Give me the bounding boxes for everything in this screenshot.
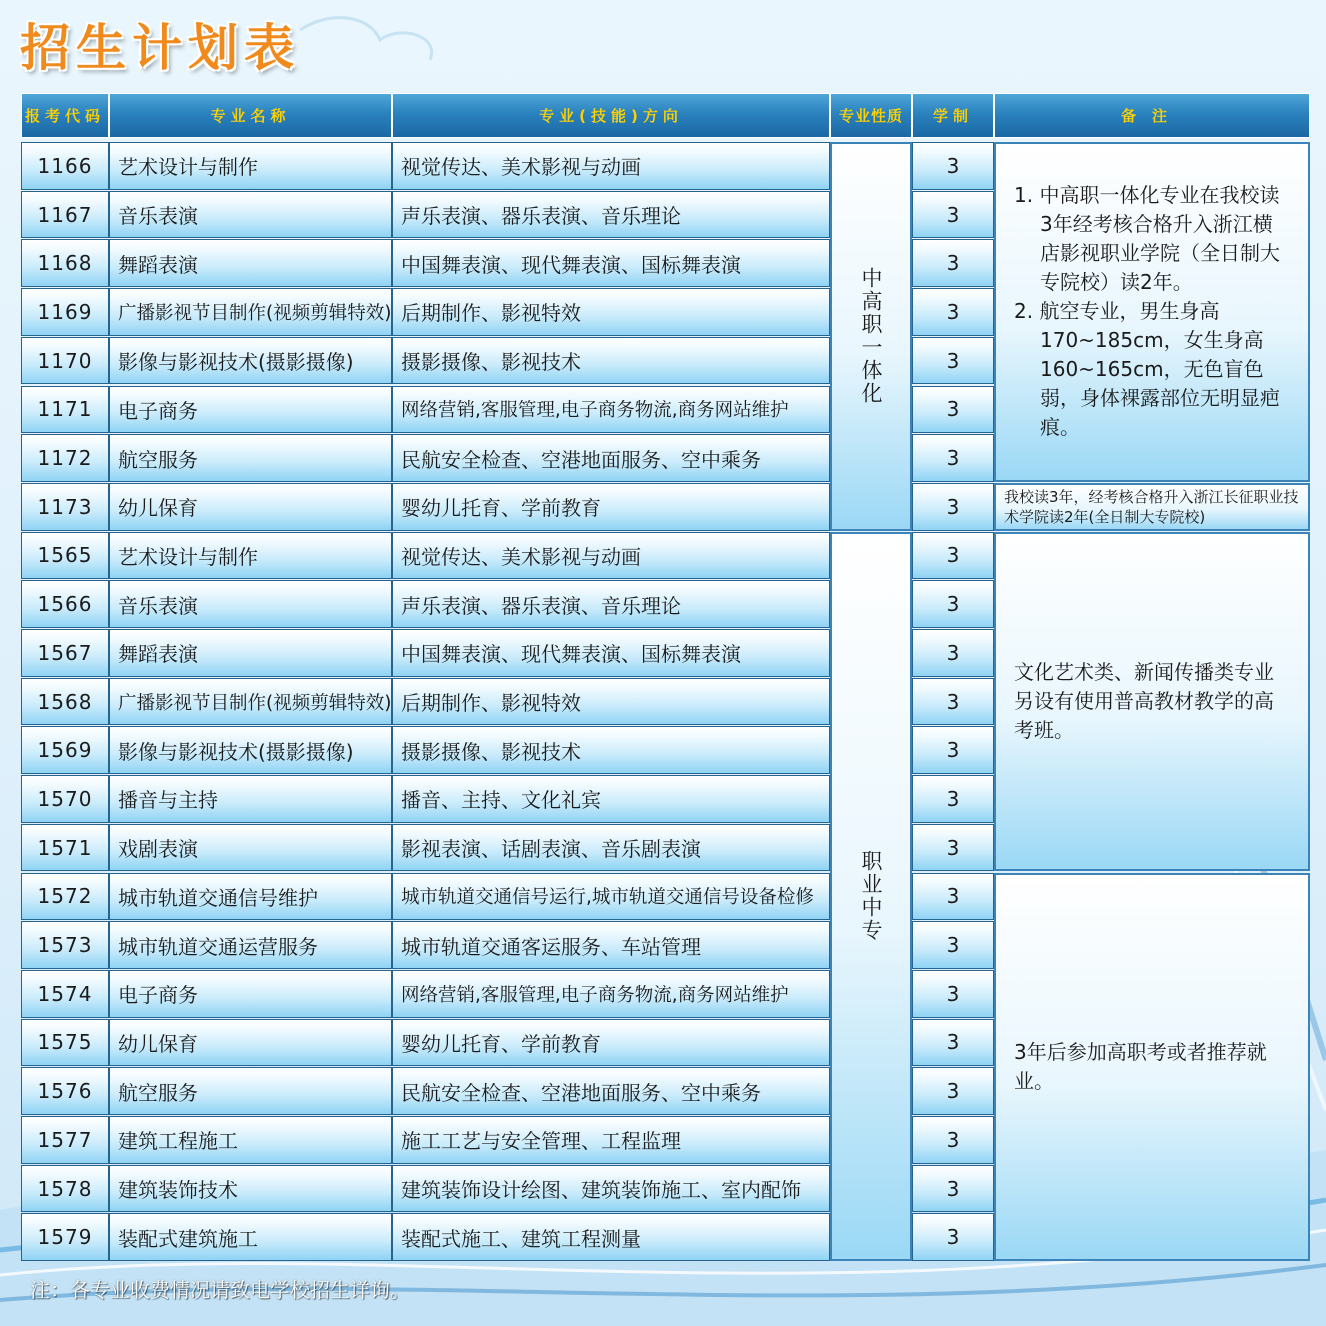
cell-code: 1168 bbox=[21, 239, 109, 287]
notes-cell bbox=[994, 532, 1310, 872]
cell-years: 3 bbox=[912, 629, 994, 677]
cell-name: 装配式建筑施工 bbox=[109, 1213, 392, 1261]
cell-name: 影像与影视技术(摄影摄像) bbox=[109, 337, 392, 385]
header-name: 专业名称 bbox=[109, 93, 392, 138]
cell-code: 1576 bbox=[21, 1067, 109, 1115]
notes-cell bbox=[994, 873, 1310, 1262]
cell-code: 1172 bbox=[21, 434, 109, 482]
cell-direction: 网络营销,客服管理,电子商务物流,商务网站维护 bbox=[392, 386, 830, 434]
program-type-label: 职业中专 bbox=[859, 850, 883, 943]
cell-years: 3 bbox=[912, 142, 994, 190]
cell-direction: 后期制作、影视特效 bbox=[392, 288, 830, 336]
program-type-cell bbox=[830, 142, 912, 531]
cell-name: 艺术设计与制作 bbox=[109, 142, 392, 190]
cell-years: 3 bbox=[912, 532, 994, 580]
cell-direction: 装配式施工、建筑工程测量 bbox=[392, 1213, 830, 1261]
cell-years: 3 bbox=[912, 1019, 994, 1067]
note-item: 2. 航空专业，男生身高170~185cm，女生身高160~165cm，无色盲色弱，身体裸露部位无明显疤痕。 bbox=[1014, 299, 1280, 440]
header-direction: 专业(技能)方向 bbox=[392, 93, 830, 138]
notes-cell bbox=[994, 142, 1310, 482]
cell-direction: 影视表演、话剧表演、音乐剧表演 bbox=[392, 824, 830, 872]
header-code: 报考代码 bbox=[21, 93, 109, 138]
cell-years: 3 bbox=[912, 386, 994, 434]
footnote: 注：各专业收费情况请致电学校招生详询。 bbox=[30, 1278, 410, 1302]
cell-years: 3 bbox=[912, 1165, 994, 1213]
cell-years: 3 bbox=[912, 337, 994, 385]
note-text: 文化艺术类、新闻传播类专业另设有使用普高教材教学的高考班。 bbox=[1014, 660, 1274, 743]
cell-years: 3 bbox=[912, 434, 994, 482]
header-notes: 备注 bbox=[994, 93, 1310, 138]
cell-years: 3 bbox=[912, 921, 994, 969]
program-type-label: 中高职一体化 bbox=[859, 267, 883, 406]
cell-direction: 网络营销,客服管理,电子商务物流,商务网站维护 bbox=[392, 970, 830, 1018]
cell-name: 播音与主持 bbox=[109, 775, 392, 823]
cell-direction: 播音、主持、文化礼宾 bbox=[392, 775, 830, 823]
cell-direction: 视觉传达、美术影视与动画 bbox=[392, 142, 830, 190]
cell-direction: 城市轨道交通客运服务、车站管理 bbox=[392, 921, 830, 969]
cell-name: 电子商务 bbox=[109, 970, 392, 1018]
program-type-cell bbox=[830, 532, 912, 1262]
note-text: 3年后参加高职考或者推荐就业。 bbox=[1014, 1039, 1267, 1093]
cell-code: 1578 bbox=[21, 1165, 109, 1213]
cell-direction: 视觉传达、美术影视与动画 bbox=[392, 532, 830, 580]
cell-years: 3 bbox=[912, 580, 994, 628]
cell-years: 3 bbox=[912, 1067, 994, 1115]
cell-name: 航空服务 bbox=[109, 434, 392, 482]
cell-direction: 摄影摄像、影视技术 bbox=[392, 726, 830, 774]
cell-direction: 摄影摄像、影视技术 bbox=[392, 337, 830, 385]
cell-name: 音乐表演 bbox=[109, 580, 392, 628]
cell-years: 3 bbox=[912, 824, 994, 872]
cell-code: 1169 bbox=[21, 288, 109, 336]
cell-years: 3 bbox=[912, 239, 994, 287]
cell-years: 3 bbox=[912, 288, 994, 336]
cell-direction: 民航安全检查、空港地面服务、空中乘务 bbox=[392, 1067, 830, 1115]
cell-code: 1173 bbox=[21, 483, 109, 531]
cell-name: 广播影视节目制作(视频剪辑特效) bbox=[109, 678, 392, 726]
note-item: 1. 中高职一体化专业在我校读3年经考核合格升入浙江横店影视职业学院（全日制大专院校）读2年。 bbox=[1014, 183, 1280, 295]
cell-code: 1575 bbox=[21, 1019, 109, 1067]
cell-direction: 后期制作、影视特效 bbox=[392, 678, 830, 726]
cell-direction: 城市轨道交通信号运行,城市轨道交通信号设备检修 bbox=[392, 873, 830, 921]
cell-name: 电子商务 bbox=[109, 386, 392, 434]
cell-years: 3 bbox=[912, 1116, 994, 1164]
note-text: 我校读3年，经考核合格升入浙江长征职业技术学院读2年(全日制大专院校) bbox=[1004, 487, 1299, 526]
cell-direction: 建筑装饰设计绘图、建筑装饰施工、室内配饰 bbox=[392, 1165, 830, 1213]
cell-name: 广播影视节目制作(视频剪辑特效) bbox=[109, 288, 392, 336]
cell-code: 1573 bbox=[21, 921, 109, 969]
cell-code: 1565 bbox=[21, 532, 109, 580]
cell-code: 1171 bbox=[21, 386, 109, 434]
cell-code: 1567 bbox=[21, 629, 109, 677]
cell-years: 3 bbox=[912, 678, 994, 726]
cell-code: 1568 bbox=[21, 678, 109, 726]
cell-years: 3 bbox=[912, 775, 994, 823]
header-type: 专业性质 bbox=[830, 93, 912, 138]
cell-direction: 婴幼儿托育、学前教育 bbox=[392, 483, 830, 531]
cell-code: 1572 bbox=[21, 873, 109, 921]
cell-name: 航空服务 bbox=[109, 1067, 392, 1115]
cell-direction: 民航安全检查、空港地面服务、空中乘务 bbox=[392, 434, 830, 482]
cell-name: 幼儿保育 bbox=[109, 483, 392, 531]
cell-direction: 中国舞表演、现代舞表演、国标舞表演 bbox=[392, 629, 830, 677]
cell-code: 1570 bbox=[21, 775, 109, 823]
cell-years: 3 bbox=[912, 191, 994, 239]
cell-name: 建筑装饰技术 bbox=[109, 1165, 392, 1213]
cell-years: 3 bbox=[912, 873, 994, 921]
cell-direction: 施工工艺与安全管理、工程监理 bbox=[392, 1116, 830, 1164]
cell-code: 1577 bbox=[21, 1116, 109, 1164]
cell-name: 戏剧表演 bbox=[109, 824, 392, 872]
cell-code: 1167 bbox=[21, 191, 109, 239]
cell-code: 1571 bbox=[21, 824, 109, 872]
header-years: 学制 bbox=[912, 93, 994, 138]
cell-years: 3 bbox=[912, 726, 994, 774]
cell-years: 3 bbox=[912, 1213, 994, 1261]
cell-name: 城市轨道交通信号维护 bbox=[109, 873, 392, 921]
cell-name: 舞蹈表演 bbox=[109, 629, 392, 677]
cell-name: 艺术设计与制作 bbox=[109, 532, 392, 580]
cell-name: 音乐表演 bbox=[109, 191, 392, 239]
cell-code: 1170 bbox=[21, 337, 109, 385]
cell-name: 舞蹈表演 bbox=[109, 239, 392, 287]
cell-code: 1566 bbox=[21, 580, 109, 628]
cell-code: 1574 bbox=[21, 970, 109, 1018]
cell-name: 影像与影视技术(摄影摄像) bbox=[109, 726, 392, 774]
cell-years: 3 bbox=[912, 970, 994, 1018]
cell-direction: 中国舞表演、现代舞表演、国标舞表演 bbox=[392, 239, 830, 287]
cell-code: 1569 bbox=[21, 726, 109, 774]
cell-code: 1166 bbox=[21, 142, 109, 190]
notes-list bbox=[1014, 181, 1290, 442]
cell-direction: 声乐表演、器乐表演、音乐理论 bbox=[392, 580, 830, 628]
notes-cell bbox=[994, 483, 1310, 531]
cell-direction: 声乐表演、器乐表演、音乐理论 bbox=[392, 191, 830, 239]
table-header bbox=[21, 93, 1310, 138]
cell-code: 1579 bbox=[21, 1213, 109, 1261]
cell-name: 幼儿保育 bbox=[109, 1019, 392, 1067]
cell-name: 建筑工程施工 bbox=[109, 1116, 392, 1164]
cell-years: 3 bbox=[912, 483, 994, 531]
cell-direction: 婴幼儿托育、学前教育 bbox=[392, 1019, 830, 1067]
page-title: 招生计划表 bbox=[20, 18, 300, 77]
cell-name: 城市轨道交通运营服务 bbox=[109, 921, 392, 969]
